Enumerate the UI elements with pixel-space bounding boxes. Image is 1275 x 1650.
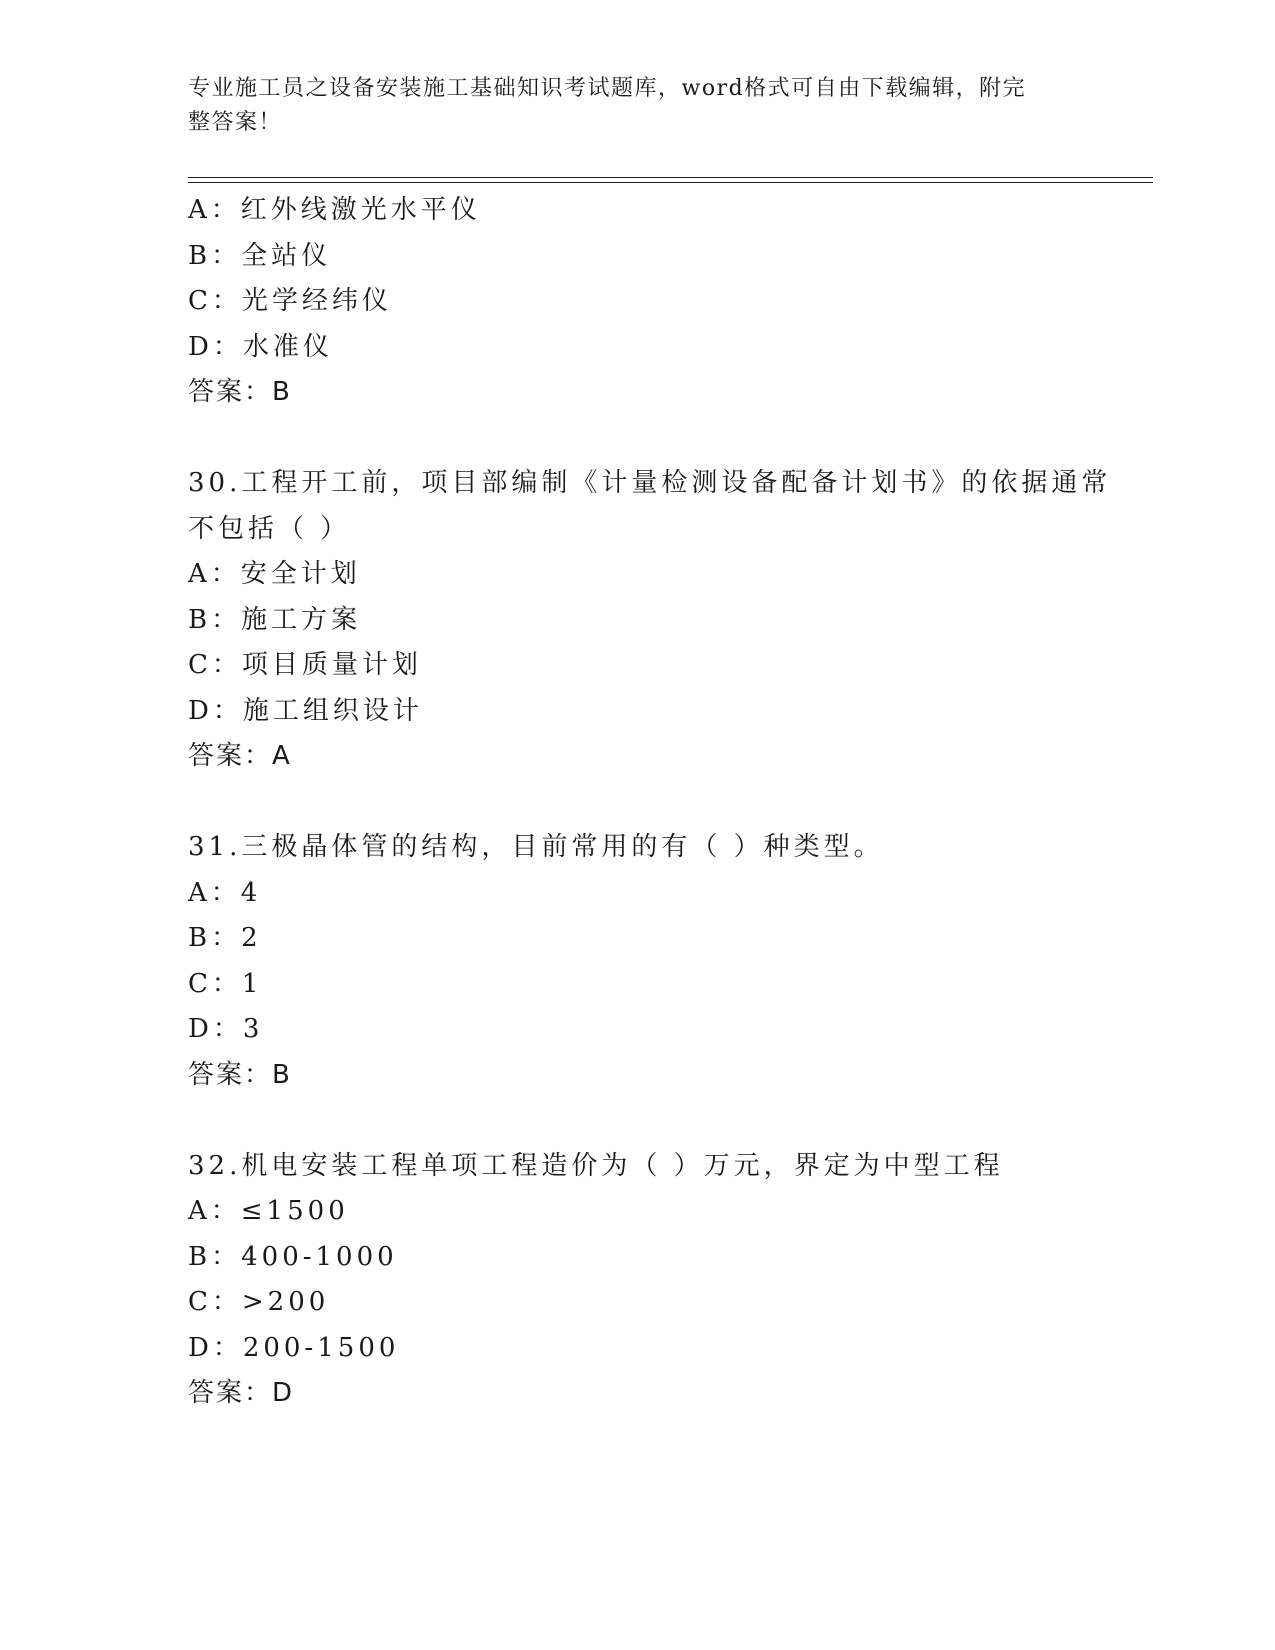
question-list xyxy=(188,188,1112,1417)
question-text: 30.工程开工前，项目部编制《计量检测设备配备计划书》的依据通常 xyxy=(188,468,1112,498)
question-block-32 xyxy=(188,1144,1088,1417)
question-text-continued: 不包括（ ） xyxy=(188,513,351,544)
header-divider-bottom xyxy=(188,182,1153,183)
option-b: B：2 xyxy=(188,923,262,953)
option-c: C：项目质量计划 xyxy=(188,650,422,680)
question-text: 31.三极晶体管的结构，目前常用的有（ ）种类型。 xyxy=(188,832,884,862)
header-line-1: 专业施工员之设备安装施工基础知识考试题库，word格式可自由下载编辑，附完 xyxy=(188,76,1027,101)
answer-line: 答案：D xyxy=(188,1378,295,1408)
answer-line: 答案：B xyxy=(188,377,292,407)
answer-line: 答案：B xyxy=(188,1059,292,1090)
option-b: B：400-1000 xyxy=(188,1241,398,1272)
answer-line: 答案：A xyxy=(188,741,292,771)
option-c: C：1 xyxy=(188,968,263,999)
option-c: C：>200 xyxy=(188,1287,330,1317)
option-d: D：3 xyxy=(188,1014,264,1044)
option-a: A：红外线激光水平仪 xyxy=(188,195,481,225)
spacer xyxy=(188,416,1088,462)
question-block-31 xyxy=(188,825,1088,1098)
option-a: A：4 xyxy=(188,877,262,908)
option-b: B：施工方案 xyxy=(188,604,362,635)
option-d: D：水准仪 xyxy=(188,331,333,362)
option-d: D：200-1500 xyxy=(188,1332,400,1363)
option-a: A：≤1500 xyxy=(188,1196,349,1226)
question-block-29 xyxy=(188,188,1088,416)
header-line-2: 整答案！ xyxy=(188,110,283,135)
option-c: C：光学经纬仪 xyxy=(188,286,392,316)
option-b: B：全站仪 xyxy=(188,240,332,271)
question-text: 32.机电安装工程单项工程造价为（ ）万元，界定为中型工程 xyxy=(188,1150,1004,1181)
spacer xyxy=(188,1098,1088,1144)
option-a: A：安全计划 xyxy=(188,559,361,589)
header-divider-top xyxy=(188,177,1153,178)
option-d: D：施工组织设计 xyxy=(188,695,423,726)
document-header xyxy=(188,72,1068,140)
spacer xyxy=(188,780,1088,826)
question-block-30 xyxy=(188,461,1112,780)
